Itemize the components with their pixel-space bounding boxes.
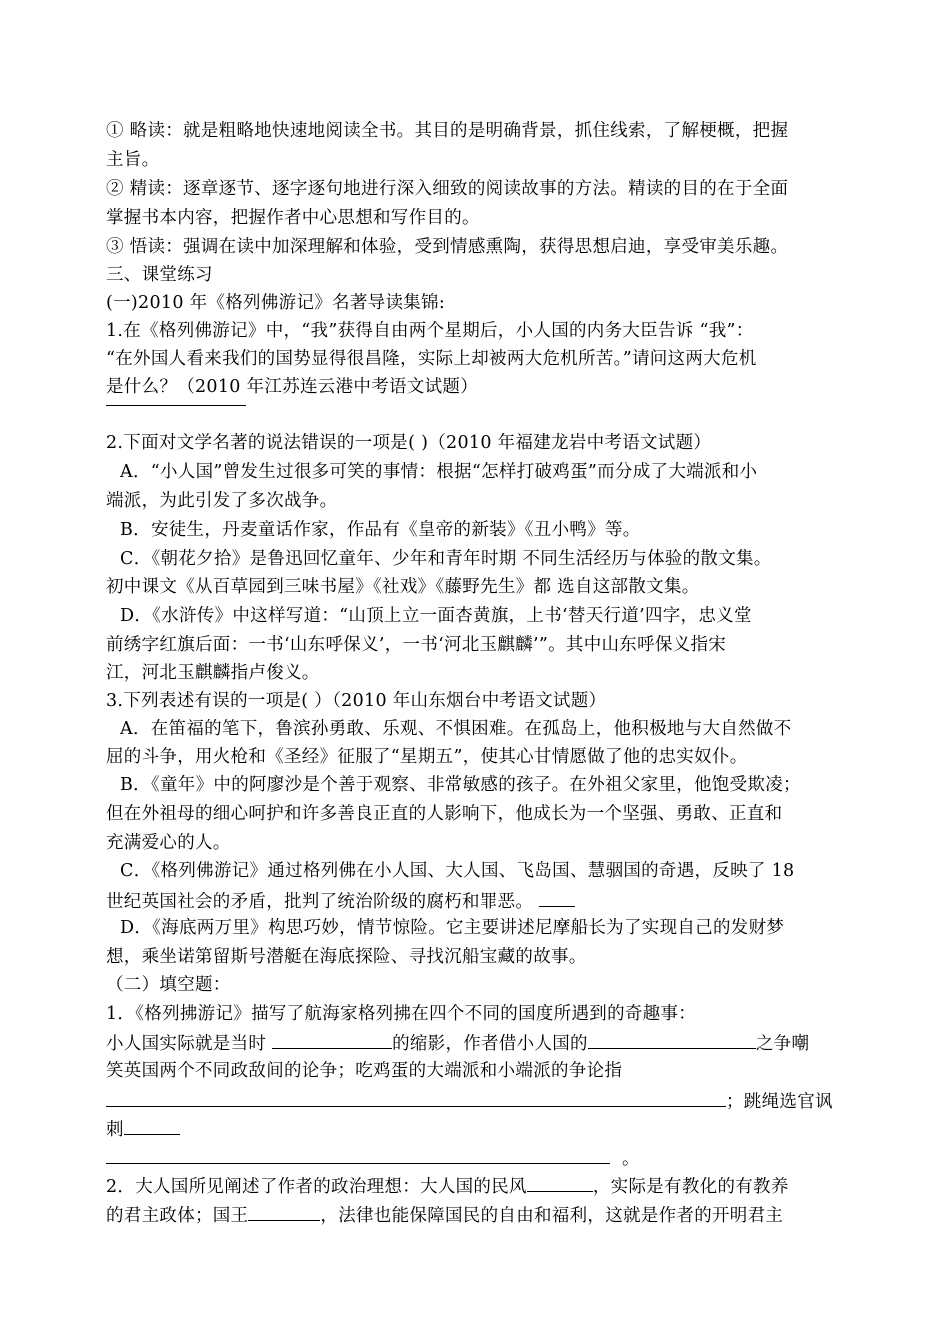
q3-option-c-line2-text: 世纪英国社会的矛盾，批判了统治阶级的腐朽和罪恶。 — [106, 892, 534, 912]
reading-method-insight-line1: ③ 悟读：强调在读中加深理解和体验，受到情感熏陶，获得思想启迪，享受审美乐趣。 — [106, 237, 789, 257]
q3-option-a-line2: 屈的斗争，用火枪和《圣经》征服了“星期五”，使其心甘情愿做了他的忠实奴仆。 — [106, 747, 748, 767]
reading-method-intensive-line2: 掌握书本内容，把握作者中心思想和写作目的。 — [106, 208, 480, 228]
fill-q1-line2: 笑英国两个不同政敌间的论争；吃鸡蛋的大端派和小端派的争论指 — [106, 1061, 623, 1081]
q3-c-trailing-blank — [539, 889, 575, 907]
fill-q2-line1 — [106, 1174, 789, 1198]
q3-option-b-line2: 但在外祖母的细心呵护和许多善良正直的人影响下，他成长为一个坚强、勇敢、正直和 — [106, 804, 783, 824]
reading-method-skim-line1: ① 略读：就是粗略地快速地阅读全书。其目的是明确背景，抓住线索，了解梗概，把握 — [106, 121, 789, 141]
q1-line3: 是什么？（2010 年江苏连云港中考语文试题） — [106, 377, 478, 397]
reading-method-skim-line2: 主旨。 — [106, 150, 160, 170]
fill-q1-blank-3[interactable] — [106, 1089, 726, 1107]
q3-option-d-line2: 想，乘坐诺第留斯号潜艇在海底探险、寻找沉船宝藏的故事。 — [106, 947, 587, 967]
q3-stem: 3.下列表述有误的一项是( ）（2010 年山东烟台中考语文试题） — [106, 691, 607, 711]
q2-option-a-line1: A．“小人国”曾发生过很多可笑的事情：根据“怎样打破鸡蛋”而分成了大端派和小 — [120, 462, 758, 482]
fill-q1-line1 — [106, 1031, 809, 1055]
q3-option-b-line1: B．《童年》中的阿廖沙是个善于观察、非常敏感的孩子。在外祖父家里，他饱受欺凌； — [120, 775, 801, 795]
fill-q2-blank-2[interactable] — [248, 1203, 320, 1221]
q3-option-c-line1: C．《格列佛游记》通过格列佛在小人国、大人国、飞岛国、慧骃国的奇遇，反映了 18 — [120, 861, 795, 881]
fill-q1-intro: 1．《格列拂游记》描写了航海家格列拂在四个不同的国度所遇到的奇趣事： — [106, 1004, 697, 1024]
q2-option-d-line2: 前绣字红旗后面：一书‘山东呼保义’，一书‘河北玉麒麟’”。其中山东呼保义指宋 — [106, 635, 727, 655]
fill-q2-blank-1[interactable] — [527, 1174, 593, 1192]
part2-heading: （二）填空题： — [106, 975, 231, 995]
q3-option-c-line2 — [106, 889, 575, 913]
q1-line1: 1.在《格列佛游记》中，“我”获得自由两个星期后，小人国的内务大臣告诉 “我”： — [106, 321, 754, 341]
q3-option-b-line3: 充满爱心的人。 — [106, 833, 231, 853]
q3-option-d-line1: D．《海底两万里》构思巧妙，情节惊险。它主要讲述尼摩船长为了实现自己的发财梦 — [120, 918, 785, 938]
fill-q1-text-e: 刺 — [106, 1120, 124, 1140]
q2-option-b: B．安徒生，丹麦童话作家，作品有《皇帝的新装》《丑小鸭》等。 — [120, 520, 641, 540]
fill-q2-text-b: ，实际是有教化的有教养 — [592, 1177, 789, 1197]
fill-q1-text-c: 之争嘲 — [755, 1034, 810, 1054]
fill-q1-line4 — [106, 1117, 180, 1141]
fill-q1-text-b: 的缩影，作者借小人国的 — [392, 1034, 588, 1054]
fill-q1-text-a: 小人国实际就是当时 — [106, 1034, 273, 1054]
q2-option-d-line3: 江，河北玉麒麟指卢俊义。 — [106, 663, 320, 683]
fill-q1-line5 — [106, 1146, 640, 1170]
reading-method-intensive-line1: ② 精读：逐章逐节、逐字逐句地进行深入细致的阅读故事的方法。精读的目的在于全面 — [106, 179, 789, 199]
fill-q1-period: 。 — [622, 1149, 640, 1169]
q3-option-a-line1: A．在笛福的笔下，鲁滨孙勇敢、乐观、不惧困难。在孤岛上，他积极地与大自然做不 — [120, 719, 792, 739]
fill-q1-blank-2[interactable] — [588, 1031, 756, 1049]
fill-q2-line2 — [106, 1203, 783, 1227]
fill-q2-text-c: 的君主政体；国王 — [106, 1206, 249, 1226]
fill-q1-blank-1[interactable] — [272, 1031, 392, 1049]
fill-q1-line3 — [106, 1089, 833, 1113]
q2-option-c-line1: C．《朝花夕拾》是鲁迅回忆童年、少年和青年时期 不同生活经历与体验的散文集。 — [120, 549, 772, 569]
part1-heading: (一)2010 年《格列佛游记》名著导读集锦: — [106, 293, 446, 313]
q2-option-a-line2: 端派，为此引发了多次战争。 — [106, 491, 338, 511]
q2-stem: 2.下面对文学名著的说法错误的一项是( )（2010 年福建龙岩中考语文试题） — [106, 433, 712, 453]
fill-q1-text-d: ；跳绳选官讽 — [726, 1092, 833, 1112]
fill-q1-blank-5[interactable] — [106, 1146, 610, 1164]
q2-option-d-line1: D．《水浒传》中这样写道：“山顶上立一面杏黄旗，上书‘替天行道’四字，忠义堂 — [120, 606, 752, 626]
q2-option-c-line2: 初中课文《从百草园到三味书屋》《社戏》《藤野先生》都 选自这部散文集。 — [106, 577, 700, 597]
q1-line2: “在外国人看来我们的国势显得很昌隆，实际上却被两大危机所苦。”请问这两大危机 — [106, 349, 757, 369]
fill-q2-text-a: 2．大人国所见阐述了作者的政治理想：大人国的民风 — [106, 1177, 527, 1197]
fill-q1-blank-4[interactable] — [124, 1117, 180, 1135]
q1-answer-blank[interactable] — [106, 405, 246, 406]
section-title: 三、课堂练习 — [106, 265, 213, 285]
fill-q2-text-d: ，法律也能保障国民的自由和福利，这就是作者的开明君主 — [320, 1206, 784, 1226]
